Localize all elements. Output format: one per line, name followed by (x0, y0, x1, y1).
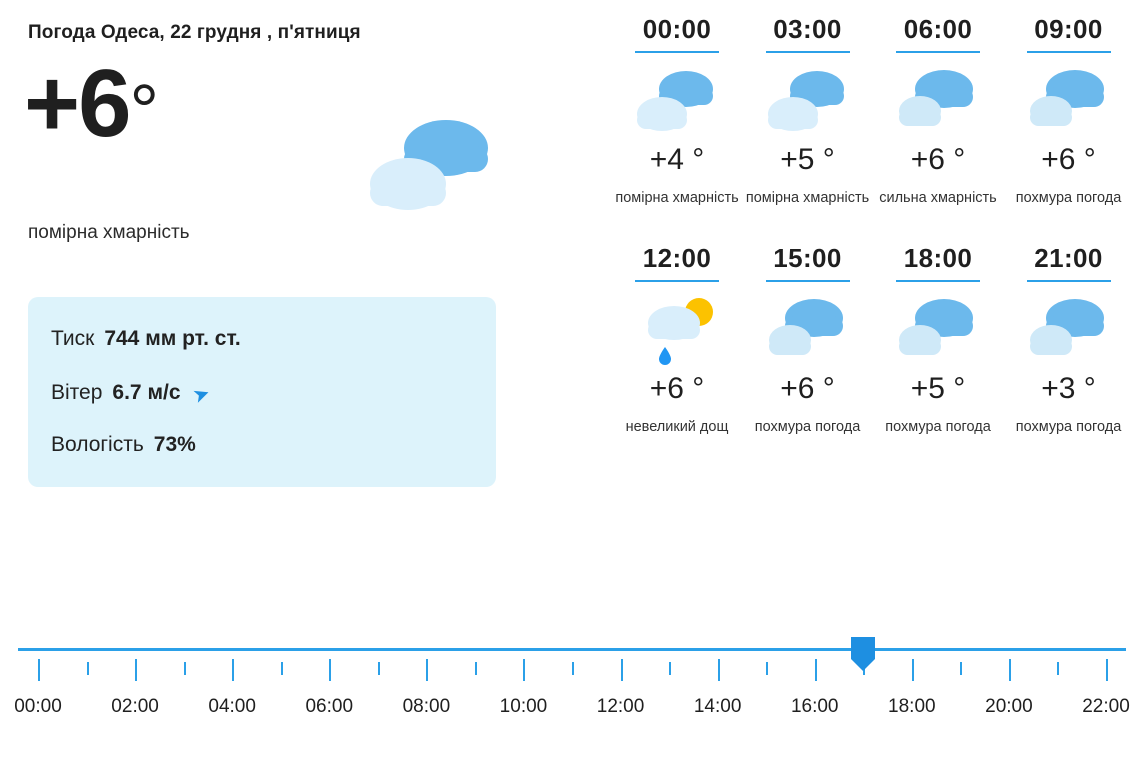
current-description: помірна хмарність (28, 222, 190, 243)
hourly-time: 12:00 (642, 243, 712, 273)
hourly-cell[interactable] (873, 14, 1003, 243)
slider-tick-minor (475, 662, 477, 675)
hourly-cell[interactable] (612, 243, 742, 472)
divider (896, 280, 980, 282)
hourly-time: 15:00 (773, 243, 842, 273)
slider-handle[interactable] (848, 634, 878, 674)
humidity-row (51, 433, 196, 457)
slider-tick-major (1106, 659, 1108, 681)
slider-tick-label: 20:00 (985, 696, 1033, 717)
hourly-cell[interactable] (1004, 243, 1134, 472)
slider-tick-label: 14:00 (693, 696, 742, 717)
current-weather-panel (24, 22, 588, 243)
sun-cloud-rain-icon (629, 290, 725, 368)
slider-tick-major (232, 659, 234, 681)
hourly-cell[interactable] (612, 14, 742, 243)
divider (635, 280, 719, 282)
slider-tick-major (621, 659, 623, 681)
hourly-temperature: +6 ° (1041, 143, 1096, 176)
overcast-icon (890, 290, 986, 368)
overcast-icon (1021, 61, 1117, 139)
slider-tick-label: 00:00 (14, 696, 62, 717)
slider-tick-minor (378, 662, 380, 675)
current-temperature-value: +6 (24, 50, 130, 157)
slider-tick-minor (1057, 662, 1059, 675)
slider-tick-major (718, 659, 720, 681)
slider-tick-minor (184, 662, 186, 675)
cloudy-icon (358, 106, 508, 216)
humidity-value: 73% (153, 433, 196, 456)
slider-tick-minor (960, 662, 962, 675)
page-title: Погода Одеса, 22 грудня , п'ятниця (28, 22, 361, 43)
conditions-card (28, 297, 496, 487)
divider (635, 51, 719, 53)
hourly-description: сильна хмарність (879, 190, 997, 206)
slider-tick-major (426, 659, 428, 681)
slider-tick-minor (281, 662, 283, 675)
divider (896, 51, 980, 53)
slider-tick-major (38, 659, 40, 681)
wind-row (51, 380, 213, 409)
hourly-description: невеликий дощ (625, 419, 729, 435)
overcast-icon (1021, 290, 1117, 368)
hourly-temperature: +3 ° (1041, 372, 1096, 405)
divider (1027, 51, 1111, 53)
cloudy-icon (629, 61, 725, 139)
hourly-description: похмура погода (754, 419, 861, 435)
hourly-temperature: +5 ° (910, 372, 966, 405)
hourly-cell[interactable] (1004, 14, 1134, 243)
hourly-time: 03:00 (773, 14, 842, 44)
time-slider[interactable] (14, 640, 1130, 750)
humidity-label: Вологість (51, 433, 144, 456)
slider-tick-label: 10:00 (499, 696, 548, 717)
hourly-time: 06:00 (903, 14, 973, 44)
slider-tick-label: 02:00 (111, 696, 159, 717)
slider-tick-label: 18:00 (888, 696, 936, 717)
hourly-description: похмура погода (1015, 190, 1122, 206)
hourly-temperature: +6 ° (780, 372, 835, 405)
hourly-cell[interactable] (743, 243, 873, 472)
slider-tick-minor (766, 662, 768, 675)
hourly-time: 18:00 (903, 243, 973, 273)
hourly-description: помірна хмарність (745, 190, 870, 206)
slider-tick-label: 06:00 (305, 696, 354, 717)
hourly-cell[interactable] (873, 243, 1003, 472)
slider-tick-major (135, 659, 137, 681)
slider-tick-label: 16:00 (790, 696, 839, 717)
hourly-description: похмура погода (1015, 419, 1122, 435)
slider-tick-major (912, 659, 914, 681)
divider (766, 280, 850, 282)
cloudy-icon (760, 61, 856, 139)
hourly-temperature: +5 ° (780, 143, 835, 176)
degree-symbol: ° (129, 69, 160, 152)
pressure-label: Тиск (51, 327, 95, 350)
current-main (24, 44, 588, 174)
overcast-icon (890, 61, 986, 139)
slider-tick-major (523, 659, 525, 681)
wind-value: 6.7 м/с (112, 381, 181, 404)
pressure-value: 744 мм рт. ст. (104, 327, 241, 350)
slider-tick-major (329, 659, 331, 681)
divider (1027, 280, 1111, 282)
slider-track[interactable] (18, 648, 1126, 651)
slider-tick-label: 08:00 (402, 696, 451, 717)
slider-tick-minor (669, 662, 671, 675)
wind-direction-arrow-icon: ➤ (189, 381, 213, 409)
hourly-cell[interactable] (743, 14, 873, 243)
slider-tick-label: 12:00 (596, 696, 645, 717)
divider (766, 51, 850, 53)
pressure-row (51, 327, 241, 351)
slider-tick-major (1009, 659, 1011, 681)
wind-label: Вітер (51, 381, 103, 404)
hourly-time: 00:00 (642, 14, 712, 44)
hourly-temperature: +6 ° (649, 372, 705, 405)
slider-tick-label: 04:00 (208, 696, 256, 717)
hourly-temperature: +6 ° (910, 143, 966, 176)
current-temperature (24, 50, 160, 157)
hourly-description: похмура погода (885, 419, 991, 435)
slider-tick-minor (87, 662, 89, 675)
hourly-forecast-grid (612, 14, 1134, 472)
overcast-icon (760, 290, 856, 368)
slider-tick-label: 22:00 (1082, 696, 1130, 717)
hourly-description: помірна хмарність (615, 190, 739, 206)
hourly-time: 21:00 (1034, 243, 1103, 273)
slider-tick-major (815, 659, 817, 681)
hourly-temperature: +4 ° (649, 143, 705, 176)
hourly-time: 09:00 (1034, 14, 1103, 44)
slider-tick-minor (572, 662, 574, 675)
